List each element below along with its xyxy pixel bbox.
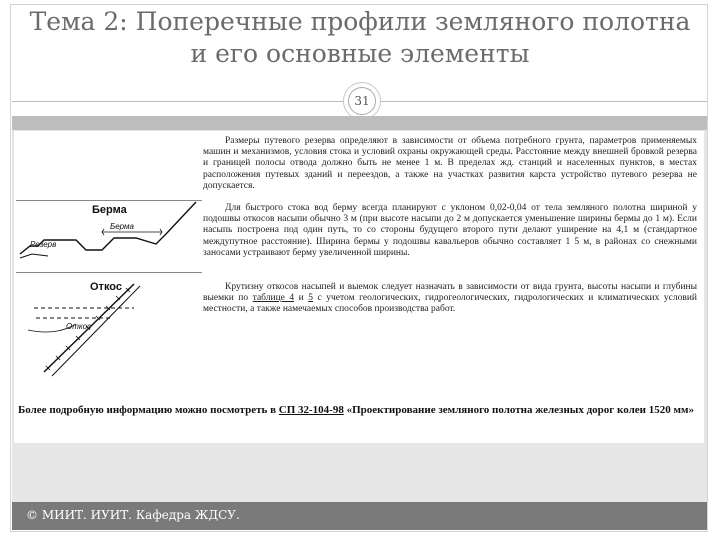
paragraph-berma bbox=[203, 203, 697, 259]
header-band bbox=[12, 116, 707, 130]
slide-title bbox=[0, 6, 720, 70]
rezerv-label: Резерв bbox=[30, 240, 57, 249]
reference-note bbox=[18, 404, 698, 418]
paragraph-3-text-b: и bbox=[294, 293, 309, 304]
table-4-link[interactable]: таблице 4 bbox=[252, 293, 295, 304]
reference-text-a: Более подробную информацию можно посмотреть в bbox=[18, 404, 279, 416]
otkos-title: Откос bbox=[90, 281, 122, 293]
paragraph-3-text-c: с учетом геологических, гидрогеологических, гидрологических и климатических условий местности, а также намечаемых способов производства работ. bbox=[203, 293, 697, 315]
paragraph-3-text-a: Крутизну откосов насыпей и выемок следует назначать в зависимости от вида грунта, высоты насыпи и глубины выемки по bbox=[203, 282, 697, 304]
paragraph-3 bbox=[203, 282, 697, 316]
title-separator-left bbox=[12, 101, 343, 102]
paragraph-otkos bbox=[203, 282, 697, 316]
reference-text-b: «Проектирование земляного полотна железных дорог колеи 1520 мм» bbox=[343, 404, 694, 416]
paragraph-rezerv bbox=[203, 136, 697, 192]
title-line-1: Тема 2: Поперечные профили земляного полотна bbox=[29, 7, 691, 36]
title-separator-right bbox=[381, 101, 707, 102]
paragraph-1: Размеры путевого резерва определяют в зависимости от объема потребного грунта, параметров применяемых машин и механизмов, условия стока и условий охраны окружающей среды. Расстояние между внешней бровкой резерва и границей полосы отвода должно быть не менее 1 м. В пределах жд. станций и населенных пунктов, в местах расположения путевых зданий и переездов, а также на участках развития карста устройство путевого резерва не допускается. bbox=[203, 136, 697, 191]
ground-line bbox=[20, 254, 48, 258]
footer-text: © МИИТ. ИУИТ. Кафедра ЖДСУ. bbox=[26, 508, 240, 522]
paragraph-2: Для быстрого стока вод берму всегда планируют с уклоном 0,02-0,04 от тела земляного полотна шириной у подошвы откосов насыпи обычно 3 м (при высоте насыпи до 2 м допускается уменьшение ширины бермы до 1 м). Если насыпь построена под один путь, то со стороны будущего второго пути делают уширение на 4,1 м (стандартное междупутное расстояние). Ширина бермы у подошвы кавальеров обычно составляет 1 5 м, в районах со снежными заносами устраивают берму увеличенной ширины. bbox=[203, 203, 697, 258]
page-number-badge bbox=[343, 82, 381, 120]
otkos-slope-line-2 bbox=[52, 286, 140, 376]
bottom-panel bbox=[12, 446, 707, 502]
page-number: 31 bbox=[348, 87, 376, 115]
sp-32-104-98-link[interactable]: СП 32-104-98 bbox=[278, 404, 344, 416]
table-5-link[interactable]: 5 bbox=[308, 293, 314, 304]
title-line-2: и его основные элементы bbox=[190, 39, 530, 68]
berma-title: Берма bbox=[92, 204, 127, 216]
berma-label: Берма bbox=[110, 222, 134, 231]
otkos-label: Откос bbox=[66, 322, 92, 331]
